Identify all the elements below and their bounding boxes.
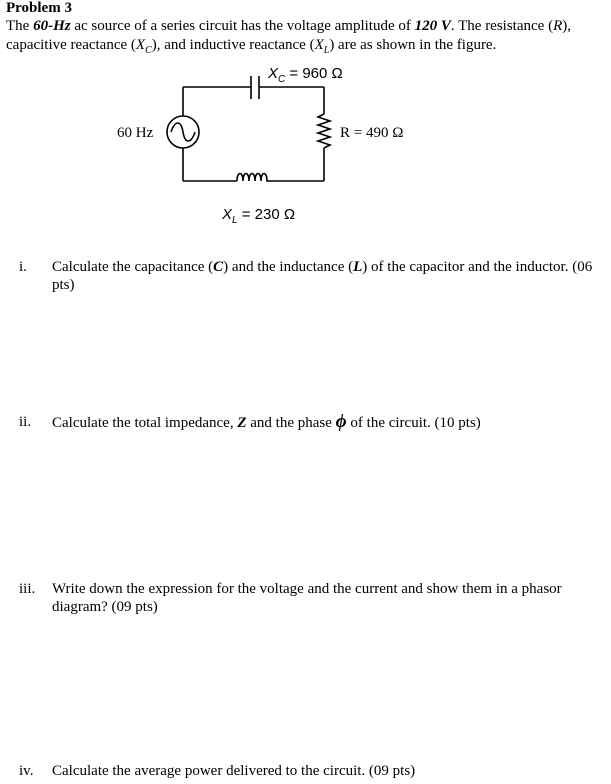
- question-text: Write down the expression for the voltage and the current and show them in a phasor diagram? (09 pts): [52, 581, 562, 615]
- circuit-diagram: [0, 0, 611, 240]
- question-number: iii.: [19, 581, 36, 597]
- source-label: 60 Hz: [117, 125, 154, 141]
- intro-text: ac source of a series circuit has the voltage amplitude of: [70, 18, 415, 34]
- inductor-label: [221, 206, 295, 226]
- question-text-part: ) and the inductance (: [223, 259, 354, 275]
- intro-xc-subscript: C: [145, 45, 152, 56]
- intro-text: ) are as shown in the figure.: [329, 37, 497, 53]
- question-text: Calculate the average power delivered to the circuit. (09 pts): [52, 763, 416, 779]
- ind-value: = 230 Ω: [237, 206, 296, 223]
- cap-symbol: X: [268, 65, 279, 82]
- cap-value: = 960 Ω: [285, 65, 343, 82]
- intro-text: . The resistance (: [450, 18, 554, 34]
- inductor-icon: [237, 174, 270, 182]
- intro-xl-symbol: X: [314, 37, 324, 53]
- question-number: iv.: [19, 763, 34, 779]
- question-text: [52, 258, 609, 294]
- capacitance-symbol: C: [213, 259, 224, 275]
- phase-symbol: ϕ: [335, 411, 347, 432]
- impedance-symbol: Z: [237, 415, 247, 431]
- question-text: [52, 413, 609, 432]
- sine-wave-icon: [171, 123, 195, 141]
- ind-subscript: L: [232, 215, 238, 226]
- intro-resistance-symbol: R: [553, 18, 563, 34]
- intro-frequency: 60-Hz: [33, 18, 71, 34]
- inductance-symbol: L: [353, 259, 363, 275]
- question-text-part: and the phase: [246, 415, 336, 431]
- intro-voltage: 120 V: [414, 18, 451, 34]
- problem-title: Problem 3: [6, 0, 72, 16]
- question-text-part: ) of the capacitor and the inductor. (06 pts): [52, 259, 593, 293]
- intro-xc-symbol: X: [135, 37, 146, 53]
- resistor-label: R = 490 Ω: [340, 125, 404, 141]
- intro-text: The: [6, 18, 34, 34]
- question-text-part: Calculate the total impedance,: [52, 415, 238, 431]
- capacitor-label: [267, 65, 343, 85]
- intro-xl-subscript: L: [323, 45, 330, 56]
- resistor-icon: [318, 114, 330, 148]
- intro-text: ), capacitive reactance (: [6, 18, 571, 53]
- ind-symbol: X: [222, 206, 233, 223]
- question-text-part: Calculate the capacitance (: [52, 259, 214, 275]
- question-text-part: of the circuit. (10 pts): [346, 415, 481, 431]
- question-number: ii.: [19, 414, 32, 430]
- question-number: i.: [19, 259, 27, 275]
- intro-text: ), and inductive reactance (: [151, 37, 315, 53]
- cap-subscript: C: [278, 74, 286, 85]
